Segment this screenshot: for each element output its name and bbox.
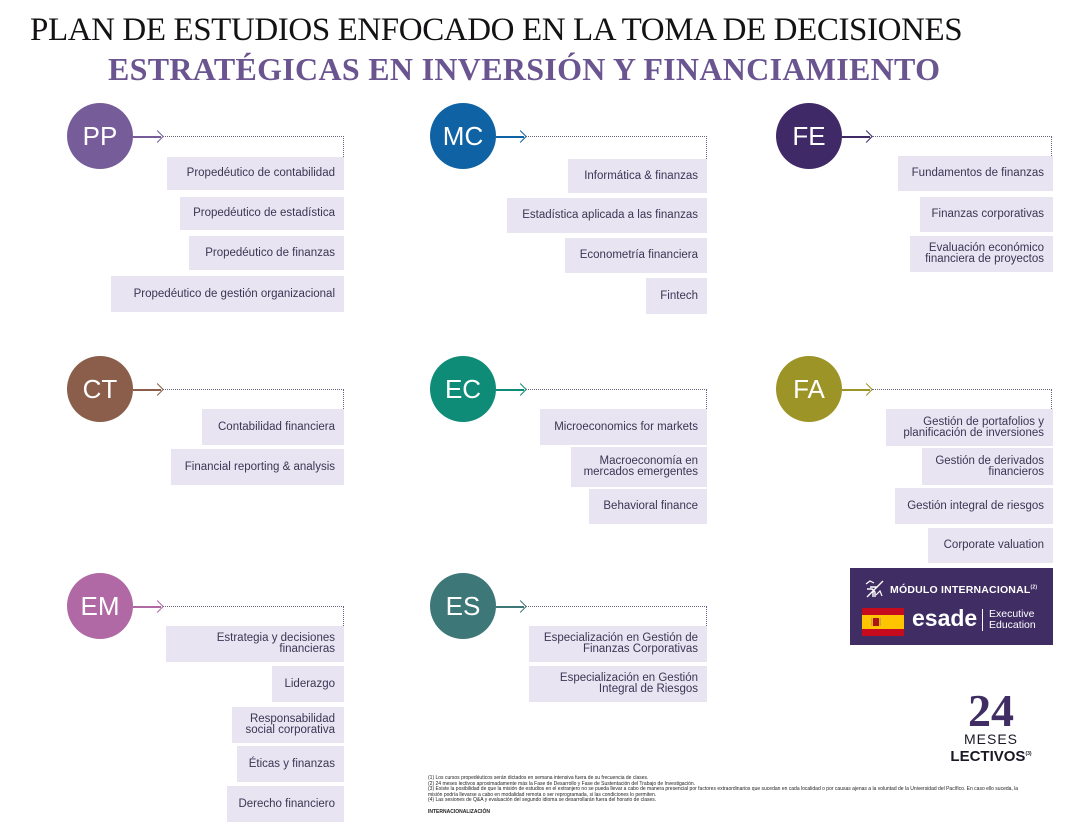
course-item: Liderazgo	[272, 666, 344, 702]
course-item: Propedéutico de finanzas	[189, 236, 344, 270]
connector-drop	[1051, 389, 1052, 409]
months-label-2-text: LECTIVOS	[950, 748, 1026, 765]
group-badge-ec: EC	[430, 356, 496, 422]
months-sup: (3)	[1025, 751, 1032, 757]
footnote-2: (2) 24 meses lectivos aproximadamente más la Fase de Desarrollo y Fase de Sustentación del Trabajo de Investigación.	[428, 780, 696, 787]
spain-flag	[862, 608, 904, 636]
group-badge-mc: MC	[430, 103, 496, 169]
connector-drop	[343, 136, 344, 157]
international-module-text: MÓDULO INTERNACIONAL	[890, 584, 1031, 596]
months-number: 24	[968, 685, 1014, 736]
notes-heading: INTERNACIONALIZACIÓN	[428, 808, 490, 815]
connector-line	[163, 136, 344, 137]
months-label-2	[946, 746, 1036, 765]
months-badge	[946, 685, 1036, 765]
connector-drop	[706, 136, 707, 159]
course-item: Estadística aplicada a las finanzas	[507, 198, 707, 233]
connector-drop	[706, 606, 707, 626]
connector-line	[526, 389, 707, 390]
page-title-line1: PLAN DE ESTUDIOS ENFOCADO EN LA TOMA DE DECISIONES	[30, 12, 963, 48]
connector-line	[163, 606, 344, 607]
course-item: Behavioral finance	[589, 489, 707, 524]
group-badge-es: ES	[430, 573, 496, 639]
course-item: Propedéutico de estadística	[180, 197, 344, 230]
course-item: Gestión de derivados financieros	[922, 448, 1053, 485]
months-label-1: MESES	[963, 731, 1018, 747]
course-item: Contabilidad financiera	[202, 409, 344, 445]
course-item: Propedéutico de gestión organizacional	[111, 276, 344, 312]
international-module-card	[850, 568, 1053, 645]
course-item: Gestión integral de riesgos	[895, 488, 1053, 524]
connector-drop	[343, 606, 344, 626]
footnote-3b: misión podría llevarse a cabo en modalidad remota o ser reprogramada, si las condiciones lo permiten.	[428, 791, 657, 798]
course-item: Estrategia y decisiones financieras	[166, 626, 344, 662]
group-badge-fe: FE	[776, 103, 842, 169]
connector-drop	[343, 389, 344, 409]
footnote-1: (1) Los cursos propedéuticos serán dictados en semana intensiva fuera de su frecuencia de clases.	[428, 775, 649, 781]
course-item: Gestión de portafolios y planificación de inversiones	[886, 409, 1053, 446]
course-item: Fundamentos de finanzas	[898, 156, 1053, 191]
course-item: Propedéutico de contabilidad	[167, 157, 344, 190]
course-item: Corporate valuation	[928, 528, 1053, 563]
course-item: Financial reporting & analysis	[171, 449, 344, 485]
course-item: Éticas y finanzas	[237, 746, 344, 782]
course-item: Econometría financiera	[565, 238, 707, 273]
footnotes	[428, 776, 1056, 816]
footnote-3: (3) Existe la posibilidad de que la misión de estudios en el extranjero no se pueda llevar a cabo de manera presencial por factores extraordinarios que sucedan en cada localidad o por causas ajenas a la voluntad de la Universidad del Pacífico. En caso ello suceda, la	[428, 786, 1019, 793]
course-item: Informática & finanzas	[568, 159, 707, 193]
course-item: Finanzas corporativas	[920, 197, 1053, 232]
executive-education-label: Executive Education	[989, 608, 1036, 631]
connector-line	[872, 136, 1052, 137]
page-title-line2: ESTRATÉGICAS EN INVERSIÓN Y FINANCIAMIENTO	[108, 51, 941, 87]
course-item: Fintech	[646, 278, 707, 314]
course-item: Responsabilidad social corporativa	[232, 707, 344, 743]
course-item: Macroeconomía en mercados emergentes	[571, 447, 707, 487]
connector-drop	[1051, 136, 1052, 156]
international-module-label	[890, 584, 1037, 596]
course-item: Microeconomics for markets	[540, 409, 707, 445]
group-badge-em: EM	[67, 573, 133, 639]
logo-divider	[982, 609, 983, 631]
course-item: Especialización en Gestión de Finanzas Corporativas	[529, 626, 707, 662]
esade-logo: esade	[912, 605, 978, 631]
course-item: Evaluación económico financiera de proyectos	[910, 236, 1053, 272]
connector-drop	[706, 389, 707, 409]
connector-line	[163, 389, 344, 390]
connector-line	[872, 389, 1052, 390]
group-badge-ct: CT	[67, 356, 133, 422]
course-item: Derecho financiero	[227, 786, 344, 822]
course-item: Especialización en Gestión Integral de Riesgos	[529, 666, 707, 702]
plane-icon	[864, 578, 886, 600]
international-module-sup: (2)	[1030, 584, 1038, 591]
connector-line	[526, 606, 707, 607]
group-badge-fa: FA	[776, 356, 842, 422]
group-badge-pp: PP	[67, 103, 133, 169]
connector-line	[526, 136, 707, 137]
footnote-4: (4) Las sesiones de Q&A y evaluación del segundo idioma se desarrollarán fuera del horario de clases.	[428, 797, 657, 804]
